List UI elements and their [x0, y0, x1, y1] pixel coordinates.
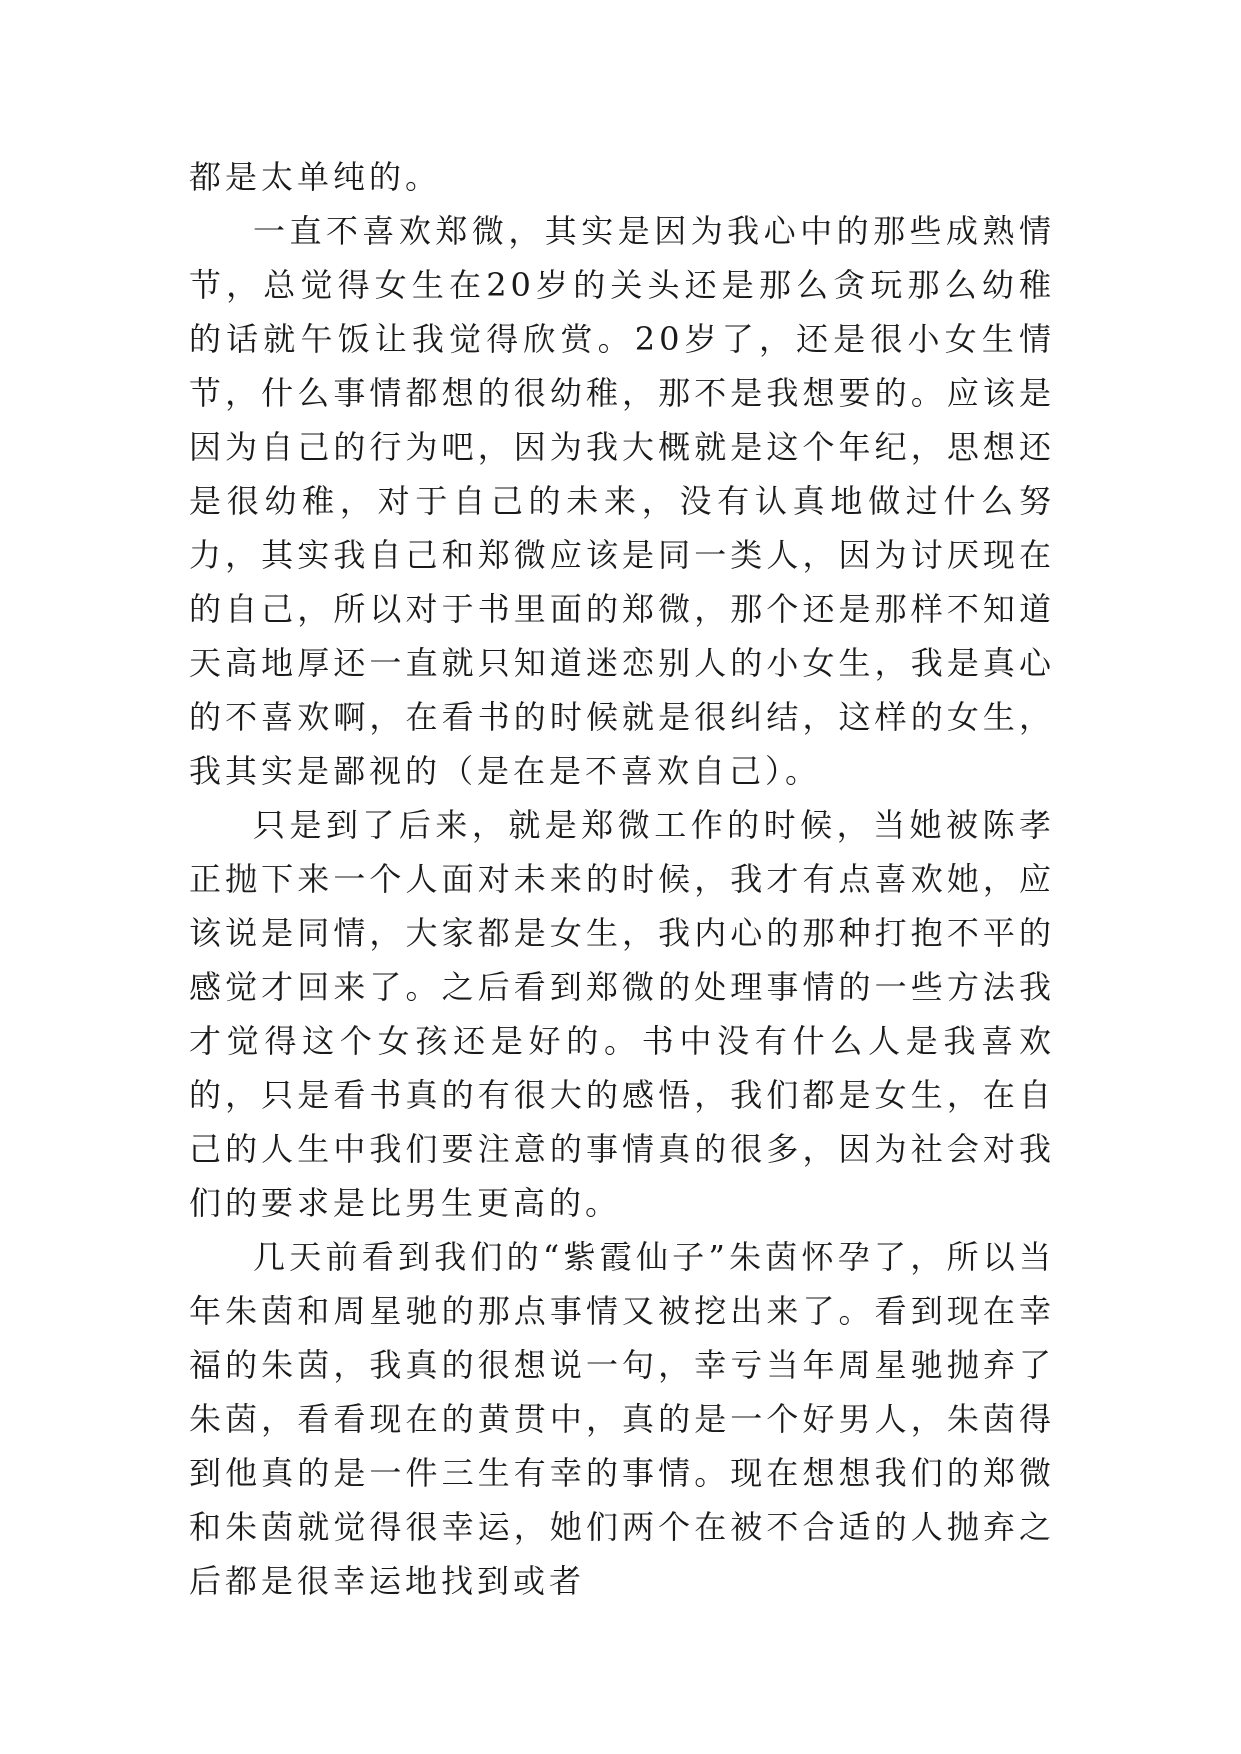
paragraph-3: 只是到了后来，就是郑微工作的时候，当她被陈孝正抛下来一个人面对未来的时候，我才有点喜欢她，应该说是同情，大家都是女生，我内心的那种打抱不平的感觉才回来了。之后看到郑微的处理事情的一些方法我才觉得这个女孩还是好的。书中没有什么人是我喜欢的，只是看书真的有很大的感悟，我们都是女生，在自己的人生中我们要注意的事情真的很多，因为社会对我们的要求是比男生更高的。 — [189, 806, 1055, 1222]
document-body — [189, 150, 1055, 1608]
paragraph-4: 几天前看到我们的“紫霞仙子”朱茵怀孕了，所以当年朱茵和周星驰的那点事情又被挖出来了。看到现在幸福的朱茵，我真的很想说一句，幸亏当年周星驰抛弃了朱茵，看看现在的黄贯中，真的是一个好男人，朱茵得到他真的是一件三生有幸的事情。现在想想我们的郑微和朱茵就觉得很幸运，她们两个在被不合适的人抛弃之后都是很幸运地找到或者 — [189, 1238, 1055, 1600]
paragraph-1: 都是太单纯的。 — [189, 158, 442, 196]
paragraph-2: 一直不喜欢郑微，其实是因为我心中的那些成熟情节，总觉得女生在20岁的关头还是那么贪玩那么幼稚的话就午饭让我觉得欣赏。20岁了，还是很小女生情节，什么事情都想的很幼稚，那不是我想要的。应该是因为自己的行为吧，因为我大概就是这个年纪，思想还是很幼稚，对于自己的未来，没有认真地做过什么努力，其实我自己和郑微应该是同一类人，因为讨厌现在的自己，所以对于书里面的郑微，那个还是那样不知道天高地厚还一直就只知道迷恋别人的小女生，我是真心的不喜欢啊，在看书的时候就是很纠结，这样的女生，我其实是鄙视的（是在是不喜欢自己）。 — [189, 212, 1055, 790]
